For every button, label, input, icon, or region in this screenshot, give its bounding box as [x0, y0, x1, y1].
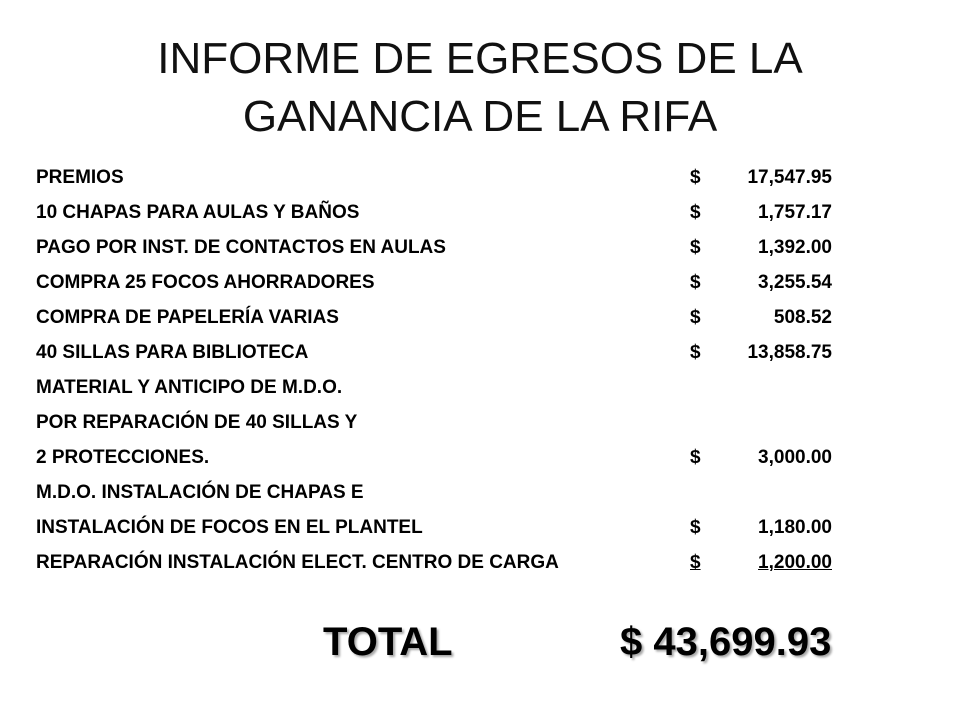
expense-row: [36, 335, 856, 370]
currency-symbol: $: [690, 447, 701, 468]
expense-row: [36, 405, 856, 440]
currency-symbol: $: [690, 552, 701, 573]
expense-description: 40 SILLAS PARA BIBLIOTECA: [36, 342, 309, 363]
title-line-2: GANANCIA DE LA RIFA: [242, 92, 718, 141]
expense-row: [36, 300, 856, 335]
expense-description: 2 PROTECCIONES.: [36, 447, 210, 468]
expense-amount: [690, 300, 832, 335]
expense-amount: [690, 335, 832, 370]
expense-row: [36, 475, 856, 510]
currency-symbol: $: [690, 307, 701, 328]
expense-description: M.D.O. INSTALACIÓN DE CHAPAS E: [36, 482, 364, 503]
expense-description: COMPRA DE PAPELERÍA VARIAS: [36, 307, 339, 328]
amount-value: 17,547.95: [747, 167, 832, 188]
title-line-1: INFORME DE EGRESOS DE LA: [157, 34, 803, 83]
page-title: [0, 30, 960, 146]
expense-row: [36, 370, 856, 405]
expense-description: MATERIAL Y ANTICIPO DE M.D.O.: [36, 377, 343, 398]
expense-row: [36, 545, 856, 580]
expense-amount: [690, 160, 832, 195]
expense-amount: [690, 195, 832, 230]
currency-symbol: $: [690, 167, 701, 188]
currency-symbol: $: [690, 202, 701, 223]
expense-row: [36, 510, 856, 545]
expense-description: 10 CHAPAS PARA AULAS Y BAÑOS: [36, 202, 360, 223]
expense-list: [36, 160, 856, 580]
currency-symbol: $: [690, 237, 701, 258]
amount-value: 1,200.00: [758, 552, 832, 573]
expense-row: [36, 440, 856, 475]
amount-value: 3,255.54: [758, 272, 832, 293]
expense-description: POR REPARACIÓN DE 40 SILLAS Y: [36, 412, 358, 433]
expense-amount: [690, 230, 832, 265]
expense-description: COMPRA 25 FOCOS AHORRADORES: [36, 272, 375, 293]
amount-value: 13,858.75: [747, 342, 832, 363]
expense-description: PAGO POR INST. DE CONTACTOS EN AULAS: [36, 237, 446, 258]
amount-value: 1,180.00: [758, 517, 832, 538]
total-row: [0, 620, 960, 680]
expense-row: [36, 230, 856, 265]
total-label: TOTAL: [323, 620, 453, 664]
expense-row: [36, 265, 856, 300]
expense-amount: [690, 510, 832, 545]
currency-symbol: $: [690, 342, 701, 363]
expense-row: [36, 195, 856, 230]
expense-amount: [690, 265, 832, 300]
expense-description: INSTALACIÓN DE FOCOS EN EL PLANTEL: [36, 517, 423, 538]
amount-value: 1,757.17: [758, 202, 832, 223]
amount-value: 3,000.00: [758, 447, 832, 468]
amount-value: 1,392.00: [758, 237, 832, 258]
expense-description: PREMIOS: [36, 167, 124, 188]
expense-row: [36, 160, 856, 195]
currency-symbol: $: [690, 517, 701, 538]
expense-amount: [690, 440, 832, 475]
expense-amount: [690, 545, 832, 580]
expense-description: REPARACIÓN INSTALACIÓN ELECT. CENTRO DE CARGA: [36, 552, 559, 573]
amount-value: 508.52: [773, 307, 832, 328]
currency-symbol: $: [690, 272, 701, 293]
total-value: $ 43,699.93: [620, 620, 832, 664]
